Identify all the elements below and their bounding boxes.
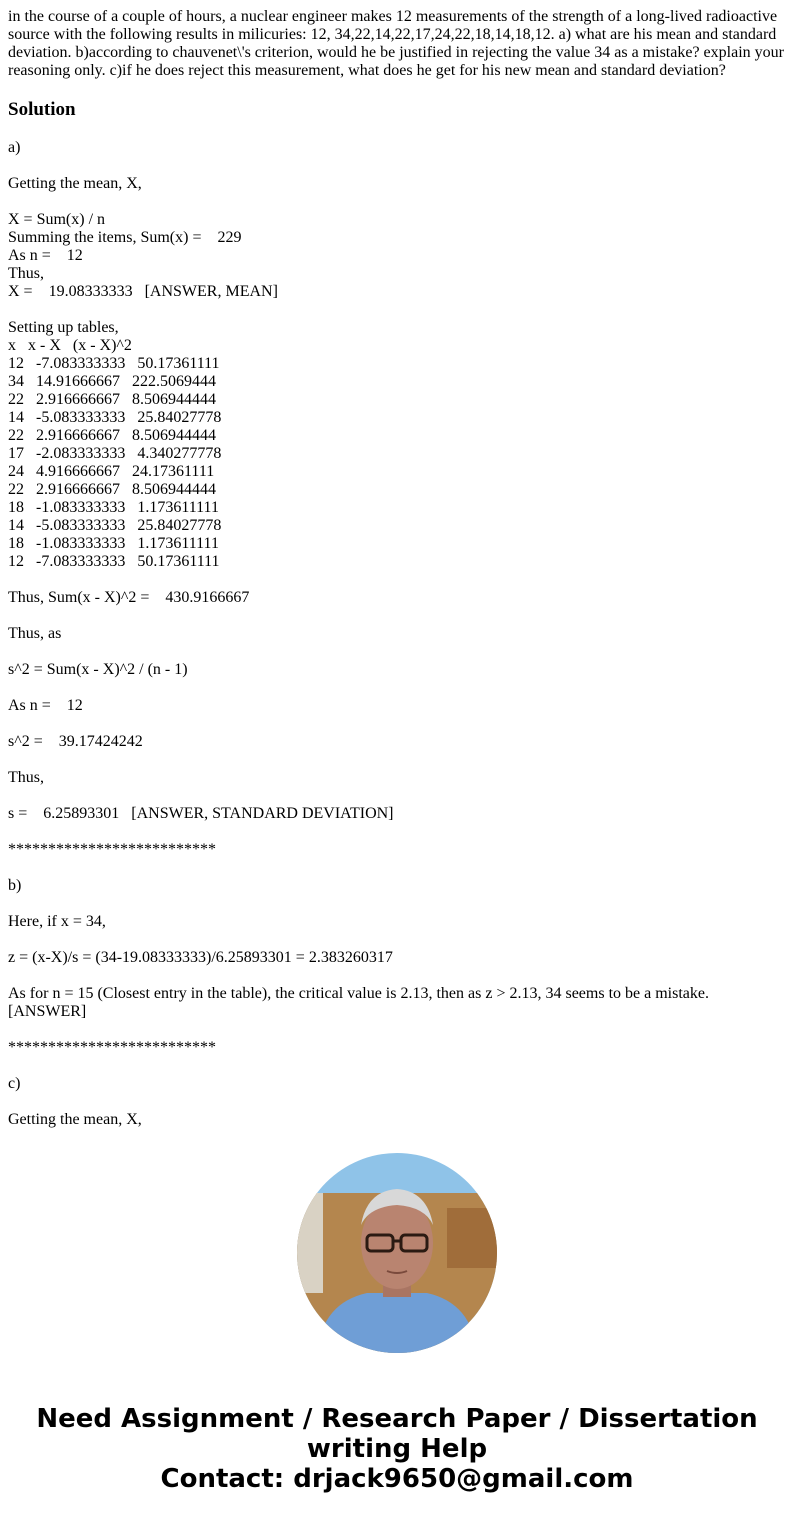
thus-as-line: Thus, as bbox=[8, 625, 62, 642]
promo-banner bbox=[0, 1404, 794, 1494]
table-row: 18 -1.083333333 1.173611111 bbox=[8, 535, 219, 552]
part-c-getting-mean: Getting the mean, X, bbox=[8, 1111, 142, 1128]
table-row: 22 2.916666667 8.506944444 bbox=[8, 391, 216, 408]
part-b-here: Here, if x = 34, bbox=[8, 913, 106, 930]
table-row: 12 -7.083333333 50.17361111 bbox=[8, 355, 220, 372]
table-row: 12 -7.083333333 50.17361111 bbox=[8, 553, 220, 570]
table-header: x x - X (x - X)^2 bbox=[8, 337, 132, 354]
sum-squares-line: Thus, Sum(x - X)^2 = 430.9166667 bbox=[8, 589, 250, 606]
separator: ************************** bbox=[8, 1039, 216, 1056]
sum-line: Summing the items, Sum(x) = 229 bbox=[8, 229, 242, 246]
part-a-getting-mean: Getting the mean, X, bbox=[8, 175, 142, 192]
promo-contact-line: Contact: drjack9650@gmail.com bbox=[160, 1464, 634, 1494]
table-row: 18 -1.083333333 1.173611111 bbox=[8, 499, 219, 516]
table-intro: Setting up tables, bbox=[8, 319, 119, 336]
table-row: 22 2.916666667 8.506944444 bbox=[8, 427, 216, 444]
author-portrait bbox=[297, 1153, 497, 1353]
promo-line-1: Need Assignment / Research Paper / Dissertation bbox=[36, 1404, 758, 1434]
question-text: in the course of a couple of hours, a nuclear engineer makes 12 measurements of the strength of a long-lived radioactive source with the following results in milicuries: 12, 34,22,14,22,17,24,22,18,14,18,12. a) what are his mean and standard deviation. b)according to chauvenet\'s criterion, would he be justified in rejecting the value 34 as a mistake? explain your reasoning only. c)if he does reject this measurement, what does he get for his new mean and standard deviation? bbox=[8, 8, 784, 79]
table-row: 24 4.916666667 24.17361111 bbox=[8, 463, 215, 480]
mean-answer-line: X = 19.08333333 [ANSWER, MEAN] bbox=[8, 283, 278, 300]
table-row: 34 14.91666667 222.5069444 bbox=[8, 373, 216, 390]
deviation-table bbox=[8, 319, 788, 571]
separator: ************************** bbox=[8, 841, 216, 858]
table-row: 14 -5.083333333 25.84027778 bbox=[8, 517, 222, 534]
solution-document bbox=[8, 0, 788, 1129]
variance-value: s^2 = 39.17424242 bbox=[8, 733, 143, 750]
table-row: 14 -5.083333333 25.84027778 bbox=[8, 409, 222, 426]
variance-formula: s^2 = Sum(x - X)^2 / (n - 1) bbox=[8, 661, 188, 678]
part-c-label: c) bbox=[8, 1075, 21, 1092]
z-score-line: z = (x-X)/s = (34-19.08333333)/6.25893301 = 2.383260317 bbox=[8, 949, 393, 966]
thus-line: Thus, bbox=[8, 769, 44, 786]
part-a-label: a) bbox=[8, 139, 21, 156]
table-row: 17 -2.083333333 4.340277778 bbox=[8, 445, 222, 462]
avatar-wall-panel bbox=[447, 1208, 497, 1268]
part-b-label: b) bbox=[8, 877, 22, 894]
sd-answer-line: s = 6.25893301 [ANSWER, STANDARD DEVIATION] bbox=[8, 805, 394, 822]
thus-line: Thus, bbox=[8, 265, 44, 282]
part-b-conclusion: As for n = 15 (Closest entry in the table), the critical value is 2.13, then as z > 2.13, 34 seems to be a mistake. [ANSWER] bbox=[8, 985, 713, 1020]
table-row: 22 2.916666667 8.506944444 bbox=[8, 481, 216, 498]
n-line: As n = 12 bbox=[8, 247, 83, 264]
mean-formula-line: X = Sum(x) / n bbox=[8, 211, 106, 228]
promo-line-2: writing Help bbox=[306, 1434, 488, 1464]
avatar-window bbox=[297, 1193, 323, 1293]
author-avatar bbox=[297, 1153, 497, 1353]
n-value-line: As n = 12 bbox=[8, 697, 83, 714]
mean-calculation bbox=[8, 211, 788, 301]
solution-heading: Solution bbox=[8, 99, 76, 120]
